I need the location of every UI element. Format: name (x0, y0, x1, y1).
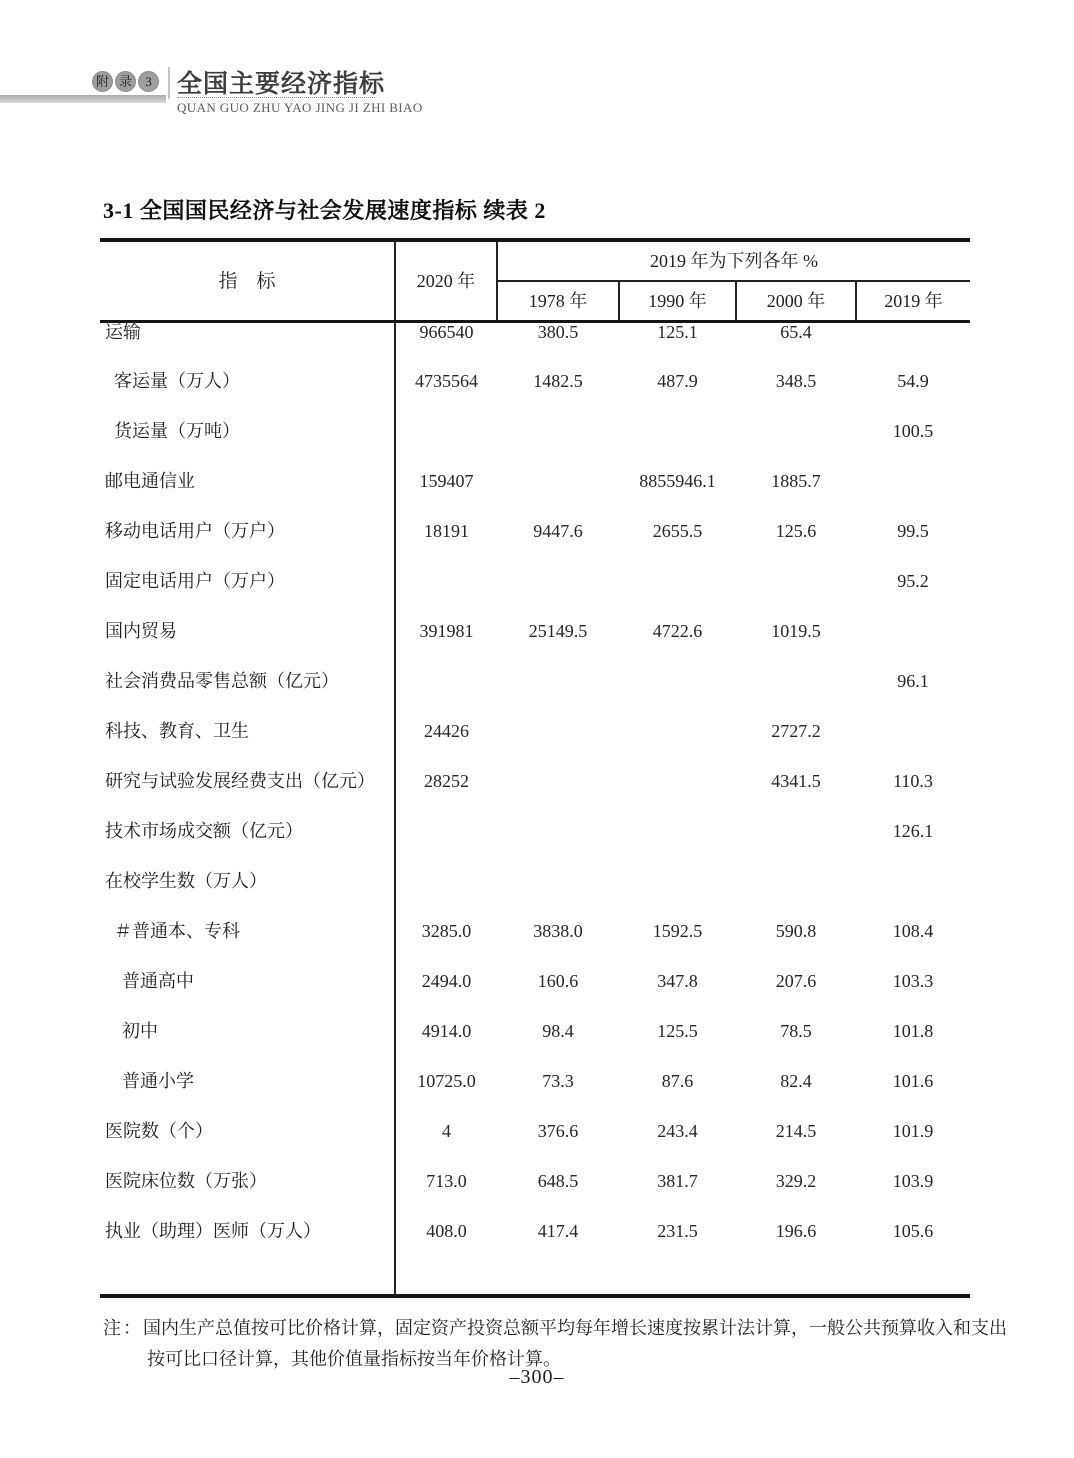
title-underline (177, 97, 375, 98)
table-row (100, 372, 970, 422)
row-value-cell: 125.5 (657, 1020, 698, 1041)
row-value-cell (856, 872, 970, 922)
row-value-cell: 243.4 (657, 1120, 698, 1141)
row-value-cell (497, 472, 619, 522)
row-value-cell (497, 722, 619, 772)
row-value-cell: 381.7 (657, 1170, 698, 1191)
row-indicator-label: 社会消费品零售总额（亿元） (100, 672, 395, 722)
row-value-cell: 54.9 (897, 370, 929, 391)
page-number: –300– (509, 1366, 565, 1388)
chapter-title: 全国主要经济指标 (177, 70, 386, 98)
row-value-cell: 103.3 (892, 970, 934, 991)
row-value-cell: 1592.5 (652, 920, 703, 941)
row-value-cell (497, 572, 619, 622)
row-value-cell: 348.5 (775, 370, 817, 391)
table-title: 3-1 全国国民经济与社会发展速度指标 续表 2 (103, 198, 546, 223)
row-indicator-label: 医院床位数（万张） (100, 1172, 395, 1222)
row-value-cell: 347.8 (657, 970, 698, 991)
row-value-cell: 487.9 (657, 370, 698, 391)
row-value-cell: 65.4 (780, 322, 812, 342)
row-indicator-label: 邮电通信业 (100, 472, 395, 522)
row-value-cell: 207.6 (775, 970, 817, 991)
table-row (100, 822, 970, 872)
row-value-cell: 4 (442, 1120, 451, 1141)
row-indicator-label: 国内贸易 (100, 622, 395, 672)
row-value-cell: 8855946.1 (639, 470, 716, 491)
row-value-cell: 1482.5 (533, 370, 583, 391)
row-value-cell (497, 772, 619, 822)
row-value-cell: 160.6 (537, 970, 579, 991)
row-value-cell: 99.5 (897, 520, 929, 541)
row-value-cell: 24426 (424, 720, 469, 741)
row-value-cell (395, 422, 497, 472)
row-value-cell: 108.4 (892, 920, 934, 941)
table-row (100, 1222, 970, 1272)
row-value-cell (736, 822, 856, 872)
table-row (100, 672, 970, 722)
row-value-cell (619, 822, 736, 872)
column-header-1978: 1978 年 (497, 281, 619, 322)
row-value-cell (619, 722, 736, 772)
row-value-cell: 2655.5 (652, 520, 703, 541)
row-value-cell: 125.1 (657, 322, 698, 342)
table-row (100, 572, 970, 622)
row-value-cell: 329.2 (775, 1170, 817, 1191)
row-value-cell (497, 422, 619, 472)
row-indicator-label: 运输 (100, 322, 395, 372)
row-value-cell: 10725.0 (417, 1070, 476, 1091)
row-indicator-label: 移动电话用户（万户） (100, 522, 395, 572)
row-value-cell: 159407 (419, 470, 474, 491)
row-value-cell: 73.3 (542, 1070, 574, 1091)
chapter-title-pinyin: QUAN GUO ZHU YAO JING JI ZHI BIAO (177, 100, 423, 115)
table-body (100, 322, 970, 1272)
row-value-cell: 82.4 (780, 1070, 812, 1091)
row-value-cell: 125.6 (775, 520, 817, 541)
row-value-cell (736, 572, 856, 622)
badge-char-circle: 录 (115, 71, 136, 92)
table-row (100, 722, 970, 772)
column-header-2020: 2020 年 (395, 240, 497, 322)
table-row (100, 1122, 970, 1172)
row-value-cell (736, 422, 856, 472)
row-value-cell: 408.0 (426, 1220, 467, 1241)
row-indicator-label: 医院数（个） (100, 1122, 395, 1172)
row-value-cell: 391981 (419, 620, 474, 641)
row-value-cell (395, 872, 497, 922)
table-row (100, 1172, 970, 1222)
row-value-cell: 100.5 (892, 420, 934, 441)
table-row (100, 422, 970, 472)
indicator-column-header: 指 标 (100, 240, 395, 322)
table-row (100, 922, 970, 972)
row-value-cell: 3285.0 (421, 920, 472, 941)
row-value-cell (619, 872, 736, 922)
row-indicator-label: 初中 (100, 1022, 395, 1072)
row-value-cell (856, 472, 970, 522)
row-value-cell (619, 772, 736, 822)
row-value-cell: 9447.6 (533, 520, 583, 541)
span-column-header: 2019 年为下列各年 % (497, 240, 970, 281)
row-value-cell: 95.2 (897, 570, 929, 591)
row-value-cell: 103.9 (892, 1170, 934, 1191)
row-indicator-label: 技术市场成交额（亿元） (100, 822, 395, 872)
row-value-cell: 4341.5 (771, 770, 821, 791)
row-value-cell (619, 672, 736, 722)
row-value-cell (856, 322, 970, 372)
header-divider (168, 67, 170, 99)
table-row (100, 772, 970, 822)
table-row (100, 1072, 970, 1122)
row-value-cell (619, 572, 736, 622)
row-value-cell: 98.4 (542, 1020, 574, 1041)
row-value-cell: 4722.6 (652, 620, 703, 641)
row-indicator-label: 在校学生数（万人） (100, 872, 395, 922)
row-value-cell: 3838.0 (533, 920, 583, 941)
row-value-cell: 214.5 (775, 1120, 817, 1141)
row-value-cell: 25149.5 (528, 620, 588, 641)
row-indicator-label: 执业（助理）医师（万人） (100, 1222, 395, 1272)
row-value-cell (497, 822, 619, 872)
row-value-cell: 713.0 (426, 1170, 467, 1191)
row-value-cell (395, 572, 497, 622)
row-indicator-label: 固定电话用户（万户） (100, 572, 395, 622)
row-value-cell: 2727.2 (771, 720, 821, 741)
row-indicator-label: 普通小学 (100, 1072, 395, 1122)
row-value-cell (736, 872, 856, 922)
spacer-row (100, 1272, 970, 1296)
table-row (100, 1022, 970, 1072)
badge-char-circle: 附 (92, 71, 113, 92)
row-value-cell: 78.5 (780, 1020, 812, 1041)
row-value-cell: 110.3 (893, 770, 933, 791)
badge-char-circle: 3 (138, 71, 159, 92)
row-value-cell: 4914.0 (421, 1020, 472, 1041)
column-header-2019: 2019 年 (856, 281, 970, 322)
appendix-badge (92, 71, 159, 92)
row-value-cell (395, 822, 497, 872)
row-value-cell: 376.6 (537, 1120, 579, 1141)
header-decorative-bar (0, 95, 166, 103)
row-value-cell: 1019.5 (771, 620, 821, 641)
table-row (100, 872, 970, 922)
row-indicator-label: 普通高中 (100, 972, 395, 1022)
row-indicator-label: 客运量（万人） (100, 372, 395, 422)
table-row (100, 522, 970, 572)
row-value-cell: 966540 (419, 322, 474, 342)
table-footer-spacer (100, 1272, 970, 1296)
row-value-cell (736, 672, 856, 722)
row-value-cell: 101.9 (892, 1120, 934, 1141)
row-value-cell (856, 622, 970, 672)
row-value-cell: 18191 (424, 520, 469, 541)
row-value-cell (497, 872, 619, 922)
footnote-text: 国内生产总值按可比价格计算，固定资产投资总额平均每年增长速度按累计法计算，一般公共预算收入和支出按可比口径计算，其他价值量指标按当年价格计算。 (143, 1318, 1007, 1369)
row-value-cell: 101.8 (892, 1020, 934, 1041)
row-value-cell: 648.5 (537, 1170, 579, 1191)
row-value-cell: 96.1 (897, 670, 929, 691)
footnote-prefix: 注： (103, 1318, 143, 1338)
table-header (100, 240, 970, 322)
row-indicator-label: ＃普通本、专科 (100, 922, 395, 972)
row-indicator-label: 货运量（万吨） (100, 422, 395, 472)
table-row (100, 472, 970, 522)
row-value-cell: 105.6 (892, 1220, 934, 1241)
spacer-cell (395, 1272, 970, 1296)
row-value-cell: 87.6 (661, 1070, 694, 1091)
column-header-1990: 1990 年 (619, 281, 736, 322)
row-indicator-label: 研究与试验发展经费支出（亿元） (100, 772, 395, 822)
spacer-cell (100, 1272, 395, 1296)
row-value-cell: 4735564 (415, 370, 478, 391)
row-value-cell: 2494.0 (421, 970, 472, 991)
row-value-cell (497, 672, 619, 722)
row-value-cell (856, 722, 970, 772)
row-value-cell (395, 672, 497, 722)
row-value-cell: 380.5 (537, 322, 579, 342)
table-row (100, 972, 970, 1022)
row-indicator-label: 科技、教育、卫生 (100, 722, 395, 772)
row-value-cell: 196.6 (775, 1220, 817, 1241)
row-value-cell: 1885.7 (771, 470, 821, 491)
row-value-cell: 28252 (424, 770, 469, 791)
row-value-cell: 417.4 (537, 1220, 579, 1241)
row-value-cell (619, 422, 736, 472)
statistics-table (100, 238, 970, 1298)
row-value-cell: 231.5 (657, 1220, 698, 1241)
row-value-cell: 126.1 (892, 820, 934, 841)
column-header-2000: 2000 年 (736, 281, 856, 322)
table-row (100, 622, 970, 672)
row-value-cell: 101.6 (892, 1070, 934, 1091)
row-value-cell: 590.8 (775, 920, 817, 941)
table-row (100, 322, 970, 372)
